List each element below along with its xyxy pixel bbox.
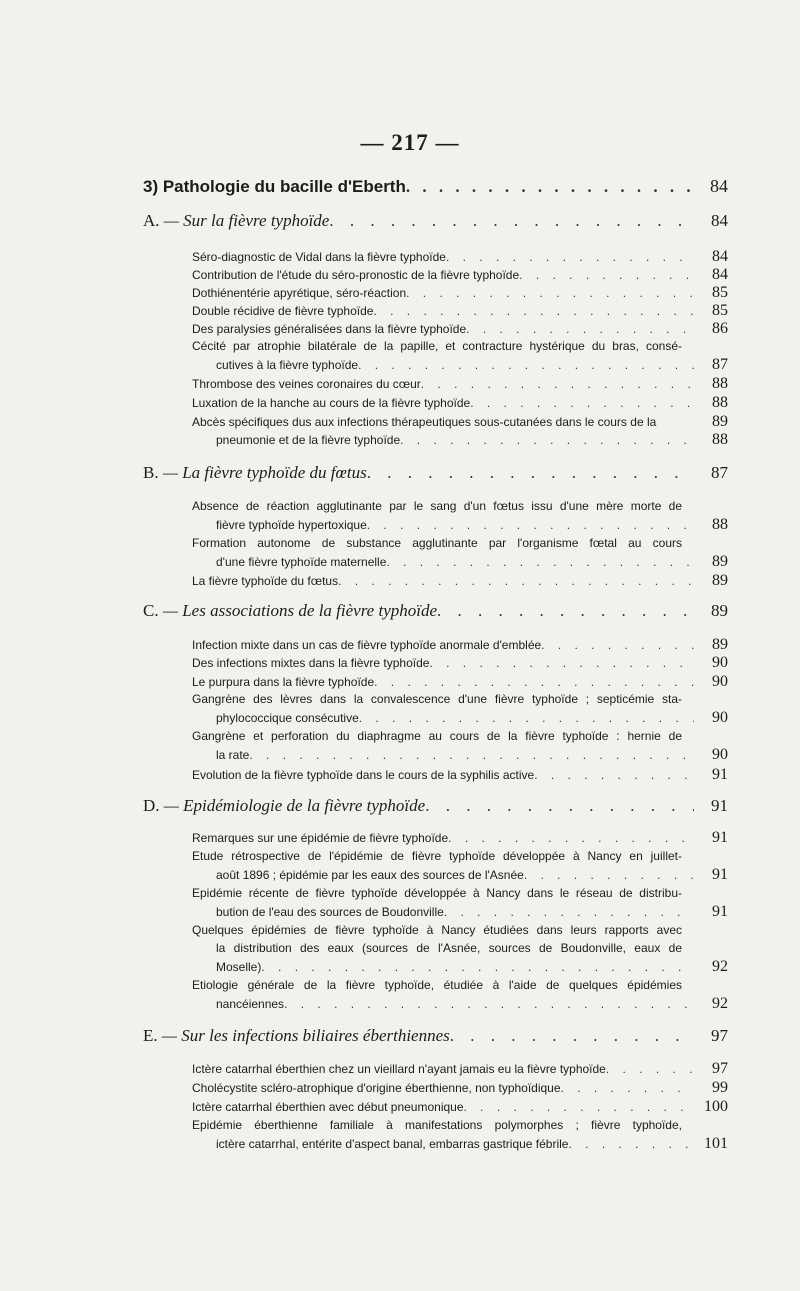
toc-entry-line: Epidémie récente de fièvre typhoïde développée à Nancy dans le réseau de distribu- [192, 886, 682, 900]
section-c-heading [143, 601, 728, 621]
section-page: 89 [711, 601, 728, 620]
page-number: — 217 — [360, 130, 460, 155]
section-page: 84 [711, 211, 728, 230]
section-dash: — [157, 1026, 182, 1045]
toc-entry: pneumonie et de la fièvre typhoïde . . . 88 [216, 431, 728, 449]
toc-entry-line: Gangrène des lèvres dans la convalescence d'une fièvre typhoïde ; septicémie sta- [192, 692, 682, 706]
toc-entry: Double récidive de fièvre typhoïde . . . 85 [192, 302, 728, 320]
section-dash: — [158, 463, 183, 482]
toc-entry-line: Absence de réaction agglutinante par le sang d'un fœtus issu d'une mère morte de [192, 499, 682, 513]
section-e-heading [143, 1026, 728, 1046]
section-letter: E. [143, 1026, 158, 1045]
toc-entry: Ictère catarrhal éberthien avec début pneumonique . . . 100 [192, 1098, 728, 1116]
section-letter: B. [143, 463, 159, 482]
toc-entry: bution de l'eau des sources de Boudonville . . . 91 [216, 903, 728, 921]
section-letter: A. [143, 211, 160, 230]
section-dash: — [159, 796, 184, 815]
toc-entry: Des infections mixtes dans la fièvre typhoïde . . . 90 [192, 654, 728, 672]
section-title: Sur la fièvre typhoïde [183, 211, 330, 230]
toc-entry: août 1896 ; épidémie par les eaux des sources de l'Asnée . . . 91 [216, 866, 728, 884]
toc-entry: d'une fièvre typhoïde maternelle . . . 89 [216, 553, 728, 571]
section-letter: D. [143, 796, 160, 815]
toc-entry: Moselle) . . . 92 [216, 958, 728, 976]
section-b-heading [143, 463, 728, 483]
toc-entry: La fièvre typhoïde du fœtus . . . 89 [192, 572, 728, 590]
section-title: Sur les infections biliaires éberthiennes [181, 1026, 450, 1045]
toc-main-heading [143, 176, 728, 197]
toc-entry: Contribution de l'étude du séro-pronostic de la fièvre typhoïde . . . 84 [192, 266, 728, 284]
section-dash: — [158, 601, 183, 620]
toc-entry: Remarques sur une épidémie de fièvre typhoïde . . . 91 [192, 829, 728, 847]
toc-entry-line: Cécité par atrophie bilatérale de la papille, et contracture hystérique du bras, consé- [192, 339, 682, 353]
toc-entry: Le purpura dans la fièvre typhoïde . . . 90 [192, 673, 728, 691]
section-d-heading [143, 796, 728, 816]
toc-entry-line: la distribution des eaux (sources de l'Asnée, sources de Boudonville, eaux de [216, 941, 682, 955]
section-page: 97 [711, 1026, 728, 1045]
toc-entry-line: Etude rétrospective de l'épidémie de fièvre typhoïde développée à Nancy en juillet- [192, 849, 682, 863]
section-letter: C. [143, 601, 159, 620]
dot-leader [406, 177, 694, 197]
section-page: 91 [711, 796, 728, 815]
toc-entry: Infection mixte dans un cas de fièvre typhoïde anormale d'emblée . . . 89 [192, 636, 728, 654]
toc-entry-line: Etiologie générale de la fièvre typhoïde, étudiée à l'aide de quelques épidémies [192, 978, 682, 992]
toc-entry: cutives à la fièvre typhoïde . . . 87 [216, 356, 728, 374]
toc-entry: Dothiénentérie apyrétique, séro-réaction . . . 85 [192, 284, 728, 302]
section-page: 87 [711, 463, 728, 482]
toc-entry-line: Quelques épidémies de fièvre typhoïde à Nancy étudiées dans leurs rapports avec [192, 923, 682, 937]
section-a-heading [143, 211, 728, 231]
toc-entry: ictère catarrhal, entérite d'aspect banal, embarras gastrique fébrile . . . 101 [216, 1135, 728, 1153]
toc-entry: Cholécystite scléro-atrophique d'origine éberthienne, non typhoïdique . . . 99 [192, 1079, 728, 1097]
toc-entry: nancéiennes . . . 92 [216, 995, 728, 1013]
section-title: Les associations de la fièvre typhoïde [182, 601, 438, 620]
toc-entry-line: Epidémie éberthienne familiale à manifestations polymorphes ; fièvre typhoïde, [192, 1118, 682, 1132]
toc-entry: Evolution de la fièvre typhoïde dans le cours de la syphilis active . . . 91 [192, 766, 728, 784]
toc-entry: la rate . . . 90 [216, 746, 728, 764]
toc-entry: phylococcique consécutive . . . 90 [216, 709, 728, 727]
main-heading-page: 84 [710, 176, 728, 196]
main-heading-title: 3) Pathologie du bacille d'Eberth [143, 177, 406, 196]
toc-entry: Thrombose des veines coronaires du cœur . . . 88 [192, 375, 728, 393]
section-title: Epidémiologie de la fièvre typhoïde [183, 796, 426, 815]
toc-entry: fièvre typhoïde hypertoxique . . . 88 [216, 516, 728, 534]
section-dash: — [159, 211, 184, 230]
toc-entry: Ictère catarrhal éberthien chez un vieillard n'ayant jamais eu la fièvre typhoïde . . . 97 [192, 1060, 728, 1078]
toc-entry-line: Formation autonome de substance agglutinante par l'organisme fœtal au cours [192, 536, 682, 550]
toc-entry: Abcès spécifiques dus aux infections thérapeutiques sous-cutanées dans le cours de la 89 [192, 413, 728, 430]
section-title: La fièvre typhoïde du fœtus [182, 463, 367, 482]
toc-entry: Des paralysies généralisées dans la fièvre typhoïde . . . 86 [192, 320, 728, 338]
toc-entry-line: Gangrène et perforation du diaphragme au cours de la fièvre typhoïde : hernie de [192, 729, 682, 743]
toc-entry: Séro-diagnostic de Vidal dans la fièvre typhoïde . . . 84 [192, 248, 728, 266]
toc-entry: Luxation de la hanche au cours de la fièvre typhoïde . . . 88 [192, 394, 728, 412]
